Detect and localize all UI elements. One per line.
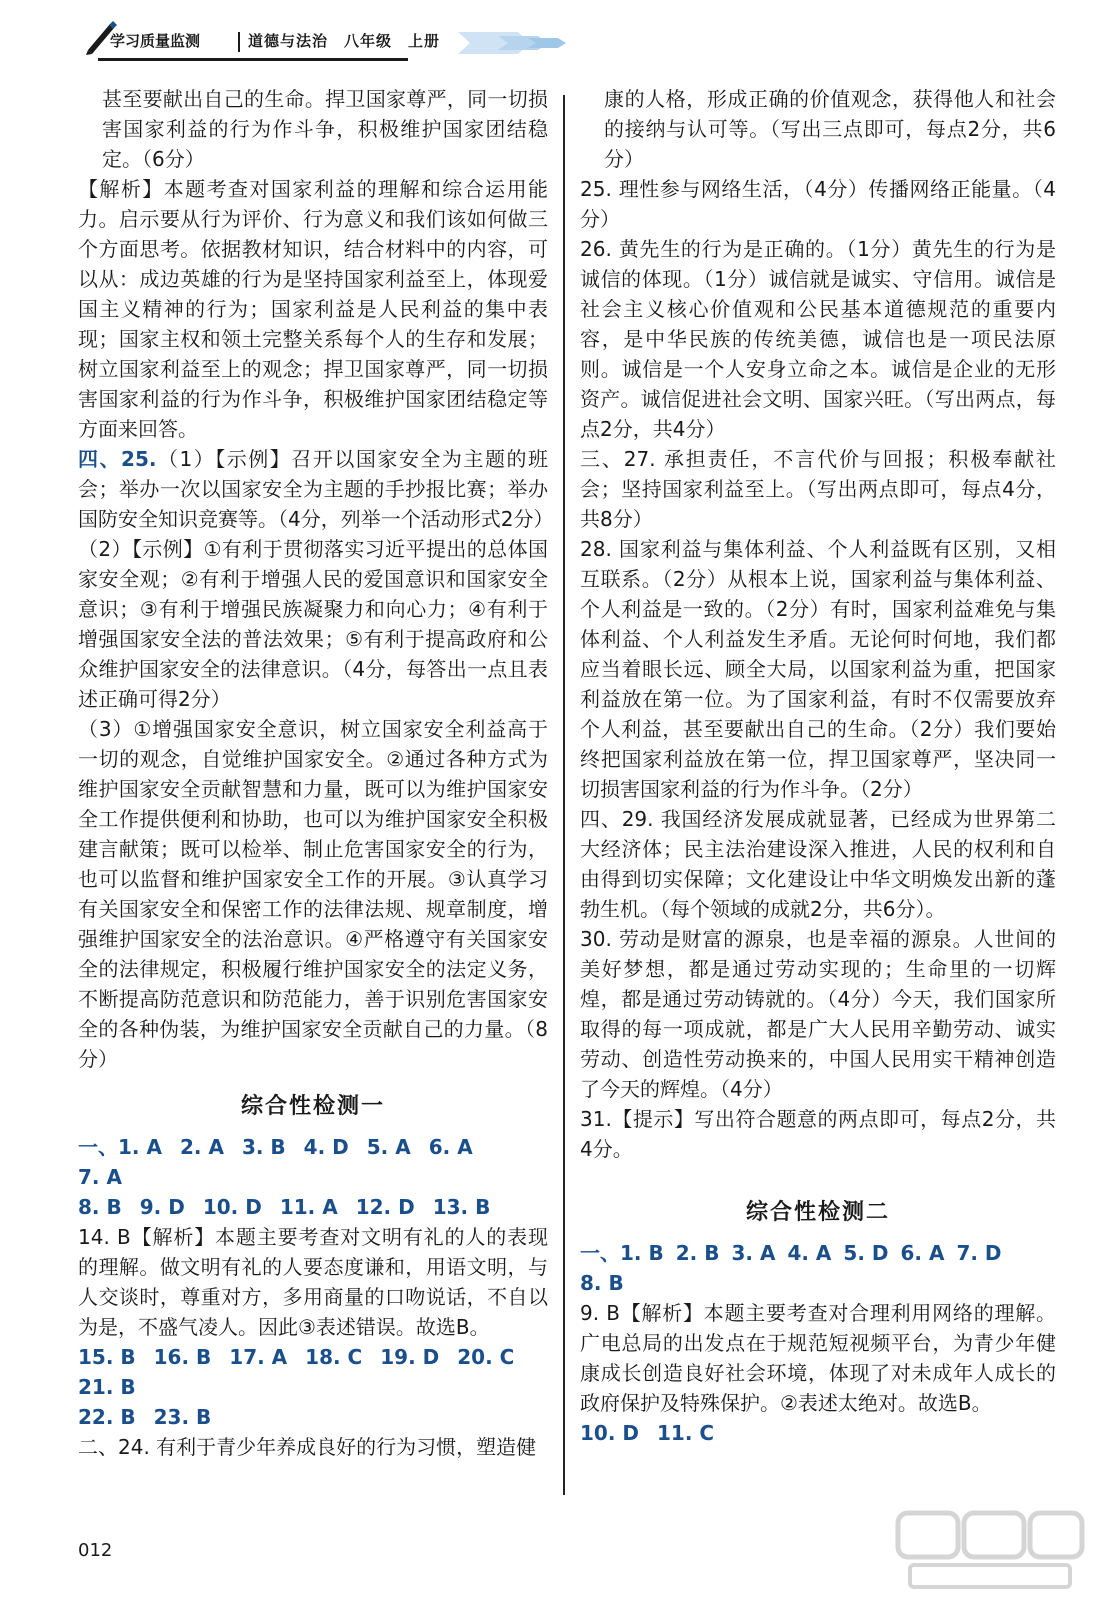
answer-item: 17. A <box>229 1345 288 1369</box>
answer-item: 9. D <box>139 1195 185 1219</box>
answer-item: 3. B <box>241 1135 286 1159</box>
page-number: 012 <box>78 1540 113 1561</box>
answer-item: 10. D <box>202 1195 262 1219</box>
q24-answer-start: 二、24. 有利于青少年养成良好的行为习惯，塑造健 <box>78 1435 537 1459</box>
answer-item: 2. B <box>675 1241 720 1265</box>
answer-item: 10. D <box>580 1421 639 1445</box>
q25-part1 <box>78 444 554 534</box>
q25-part1-text: （1）【示例】召开以国家安全为主题的班会；举办一次以国家安全为主题的手抄报比赛；举办国防安全知识竞赛等。（4分，列举一个活动形式2分） <box>78 447 554 531</box>
answer-item: 23. B <box>153 1405 212 1429</box>
answer-item: 6. A <box>900 1241 945 1265</box>
q25-part2: （2）【示例】①有利于贯彻落实习近平提出的总体国家安全观；②有利于增强人民的爱国意识和国家安全意识；③有利于增强民族凝聚力和向心力；④有利于增强国家安全法的普法效果；⑤有利于提高政府和公众维护国家安全的法律意识。（4分，每答出一点且表述正确可得2分） <box>78 537 548 711</box>
answer-item: 11. A <box>279 1195 338 1219</box>
q14-answer: 14. B【解析】本题主要考查对文明有礼的人的表现的理解。做文明有礼的人要态度谦和，用语文明，与人交谈时，尊重对方，多用商量的口吻说话，不自以为是，不盛气凌人。因此③表述错误。故选B。 <box>78 1225 548 1339</box>
answer-item: 一、1. B <box>580 1241 664 1265</box>
column-divider <box>563 95 565 1495</box>
answer-item: 12. D <box>355 1195 415 1219</box>
left-column <box>78 84 554 1462</box>
answer-item: 8. B <box>580 1271 624 1295</box>
answer-item: 2. A <box>179 1135 224 1159</box>
q25-label: 四、25. <box>78 447 157 471</box>
answer-row <box>78 1342 548 1402</box>
answer-item: 4. D <box>303 1135 349 1159</box>
analysis-paragraph: 【解析】本题考查对国家利益的理解和综合运用能力。启示要从行为评价、行为意义和我们该如何做三个方面思考。依据教材知识，结合材料中的内容，可以从：成边英雄的行为是坚持国家利益至上，体现爱国主义精神的行为；国家利益是人民利益的集中表现；国家主权和领土完整关系每个人的生存和发展；树立国家利益至上的观念；捍卫国家尊严，同一切损害国家利益的行为作斗争，积极维护国家团结稳定等方面来回答。 <box>78 177 548 441</box>
header-separator <box>238 32 240 52</box>
answer-row <box>78 1132 548 1192</box>
answer-item: 21. B <box>78 1375 136 1399</box>
answer-item: 4. A <box>787 1241 832 1265</box>
answer-item: 19. D <box>380 1345 440 1369</box>
answer-item: 16. B <box>153 1345 212 1369</box>
answer-item: 3. A <box>731 1241 776 1265</box>
q27-answer: 三、27. 承担责任，不言代价与回报；积极奉献社会；坚持国家利益至上。（写出两点即可，每点4分，共8分） <box>580 447 1056 531</box>
header-badge: 学习质量监测 <box>110 32 201 50</box>
answer-item: 7. A <box>78 1165 122 1189</box>
q30-answer: 30. 劳动是财富的源泉，也是幸福的源泉。人世间的美好梦想，都是通过劳动实现的；生命里的一切辉煌，都是通过劳动铸就的。（4分）今天，我们国家所取得的每一项成就，都是广大人民用辛勤劳动、诚实劳动、创造性劳动换来的，中国人民用实干精神创造了今天的辉煌。（4分） <box>580 927 1056 1101</box>
q31-answer: 31.【提示】写出符合题意的两点即可，每点2分，共4分。 <box>580 1107 1056 1161</box>
q28-answer: 28. 国家利益与集体利益、个人利益既有区别，又相互联系。（2分）从根本上说，国家利益与集体利益、个人利益是一致的。（2分）有时，国家利益难免与集体利益、个人利益发生矛盾。无论何时何地，我们都应当着眼长远、顾全大局，以国家利益为重，把国家利益放在第一位。为了国家利益，有时不仅需要放弃个人利益，甚至要献出自己的生命。（2分）我们要始终把国家利益放在第一位，捍卫国家尊严，坚决同一切损害国家利益的行为作斗争。（2分） <box>580 537 1056 801</box>
answer-item: 5. D <box>843 1241 889 1265</box>
answer-row <box>580 1238 1056 1298</box>
q9-answer: 9. B【解析】本题主要考查对合理利用网络的理解。广电总局的出发点在于规范短视频平台，为青少年健康成长创造良好社会环境，体现了对未成年人成长的政府保护及特殊保护。②表述太绝对。故选B。 <box>580 1301 1056 1415</box>
left-paragraph-1: 甚至要献出自己的生命。捍卫国家尊严，同一切损害国家利益的行为作斗争，积极维护国家团结稳定。（6分） <box>102 87 548 171</box>
answer-item: 13. B <box>432 1195 491 1219</box>
answer-item: 5. A <box>366 1135 411 1159</box>
answer-item: 20. C <box>457 1345 515 1369</box>
right-paragraph-1: 康的人格，形成正确的价值观念，获得他人和社会的接纳与认可等。（写出三点即可，每点2分，共6分） <box>604 87 1056 171</box>
answer-item: 15. B <box>78 1345 136 1369</box>
header-subject: 道德与法治 八年级 上册 <box>248 32 441 50</box>
q29-answer: 四、29. 我国经济发展成就显著，已经成为世界第二大经济体；民主法治建设深入推进，人民的权利和自由得到切实保障；文化建设让中华文明焕发出新的蓬勃生机。（每个领域的成就2分，共6分）。 <box>580 807 1056 921</box>
q25-part3: （3）①增强国家安全意识，树立国家安全利益高于一切的观念，自觉维护国家安全。②通过各种方式为维护国家安全贡献智慧和力量，既可以为维护国家安全工作提供便利和协助，也可以为维护国家安全积极建言献策；既可以检举、制止危害国家安全的行为，也可以监督和维护国家安全工作的开展。③认真学习有关国家安全和保密工作的法律法规、规章制度，增强维护国家安全的法治意识。④严格遵守有关国家安全的法律规定，积极履行维护国家安全的法定义务，不断提高防范意识和防范能力，善于识别危害国家安全的各种伪装，为维护国家安全贡献自己的力量。（8分） <box>78 717 548 1071</box>
answer-item: 18. C <box>305 1345 363 1369</box>
section-heading-test1: 综合性检测一 <box>240 1094 385 1119</box>
answer-row <box>78 1402 548 1432</box>
page-header <box>70 18 490 58</box>
section-heading-test2: 综合性检测二 <box>745 1200 890 1225</box>
q26-answer: 26. 黄先生的行为是正确的。（1分）黄先生的行为是诚信的体现。（1分）诚信就是诚实、守信用。诚信是社会主义核心价值观和公民基本道德规范的重要内容，是中华民族的传统美德，诚信也是一项民法原则。诚信是一个人安身立命之本。诚信是企业的无形资产。诚信促进社会文明、国家兴旺。（写出两点，每点2分，共4分） <box>580 237 1056 441</box>
answer-item: 7. D <box>956 1241 1002 1265</box>
right-column <box>580 84 1056 1448</box>
q25-answer: 25. 理性参与网络生活，（4分）传播网络正能量。（4分） <box>580 177 1056 231</box>
answer-item: 22. B <box>78 1405 136 1429</box>
answer-row <box>580 1418 1056 1448</box>
answer-item: 8. B <box>78 1195 122 1219</box>
answer-item: 一、1. A <box>78 1135 162 1159</box>
answer-row <box>78 1192 548 1222</box>
decorative-arrows-icon <box>458 26 568 60</box>
answer-item: 6. A <box>428 1135 473 1159</box>
answer-item: 11. C <box>657 1421 715 1445</box>
watermark-logo-icon <box>890 1505 1090 1595</box>
